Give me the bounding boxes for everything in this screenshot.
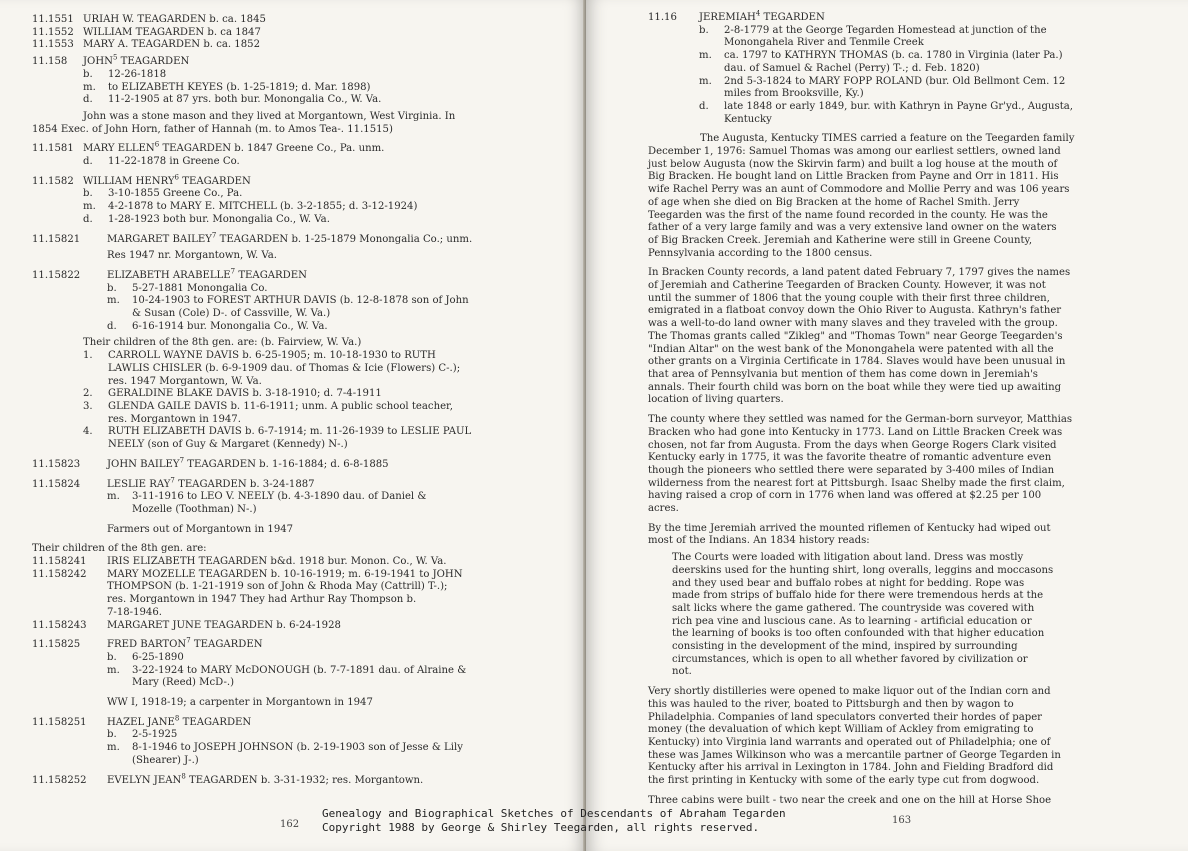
paragraph-line: made from strips of buffalo hide for there were tremendous herds at the xyxy=(672,590,1044,602)
paragraph-line: was a well-to-do land owner with many slaves and they traveled with the group. xyxy=(648,318,1058,330)
paragraph-line: salt licks where the game gathered. The countryside was covered with xyxy=(672,602,1035,614)
entry-text: TEAGARDEN b. 3-31-1932; res. Morgantown. xyxy=(185,774,424,786)
paragraph-line: until the summer of 1806 that the young couple with their first three children, xyxy=(648,292,1050,304)
children-list xyxy=(32,350,560,452)
died-line: late 1848 or early 1849, bur. with Kathryn in Payne Gr'yd., Augusta, xyxy=(724,100,1073,112)
generation-sup: 5 xyxy=(112,53,118,62)
label-born: b. xyxy=(107,729,117,741)
paragraph-line: and they used bear and buffalo robes at night for bedding. Rope was xyxy=(672,577,1025,589)
label-married: m. xyxy=(107,664,120,676)
paragraph-line: of age when she died on Big Bracken at the home of Rachel Smith. Jerry xyxy=(648,196,1020,208)
child-text xyxy=(108,426,560,451)
entry-text: TEAGARDEN xyxy=(117,56,190,68)
generation-sup: 6 xyxy=(154,140,160,149)
generation-sup: 6 xyxy=(174,173,180,182)
paragraph-line: December 1, 1976: Samuel Thomas was among our earliest settlers, owned land xyxy=(648,146,1061,158)
page-number: 163 xyxy=(892,815,912,826)
paragraph xyxy=(648,795,1162,808)
married-text: 4-2-1878 to MARY E. MITCHELL (b. 3-2-1855; d. 3-12-1924) xyxy=(108,201,418,213)
entry-text: TEAGARDEN xyxy=(235,269,307,281)
born-text: 5-27-1881 Monongalia Co. xyxy=(132,282,268,294)
page-number: 162 xyxy=(280,819,300,830)
paragraph-line: rich pea vine and luscious cane. As to learning - artificial education or xyxy=(672,615,1032,627)
married-line: (Shearer) J-.) xyxy=(132,754,199,766)
married-line: 3-11-1916 to LEO V. NEELY (b. 4-3-1890 dau. of Daniel & xyxy=(132,491,427,503)
child-line: CARROLL WAYNE DAVIS b. 6-25-1905; m. 10-18-1930 to RUTH xyxy=(108,350,436,362)
child-item xyxy=(83,426,560,451)
married-text xyxy=(724,76,1162,101)
entry-text: TEGARDEN xyxy=(760,12,825,23)
married-line: miles from Brooksville, Ky.) xyxy=(724,88,864,100)
children-list xyxy=(32,556,560,632)
child-line: 7-18-1946. xyxy=(107,606,162,618)
paragraph-line: annals. Their fourth child was born on the boat while they were tied up awaiting xyxy=(648,381,1062,393)
label-died: d. xyxy=(83,156,93,168)
paragraph-line: Teegarden was the first of the name found recorded in the county. He was the xyxy=(648,209,1048,221)
child-entry xyxy=(32,556,560,569)
generation-sup: 7 xyxy=(230,267,236,276)
person-name: EVELYN JEAN xyxy=(107,774,182,786)
entry-number: 11.158243 xyxy=(32,619,87,631)
entry-number: 11.158241 xyxy=(32,556,87,568)
entry-fred-barton xyxy=(32,636,560,652)
married-text xyxy=(724,50,1162,75)
married-line: Mary (Reed) McD-.) xyxy=(132,677,235,689)
entry-details xyxy=(32,69,560,107)
child-text xyxy=(108,388,560,401)
entry-number: 11.16 xyxy=(648,12,677,23)
child-text xyxy=(108,401,560,426)
married-text xyxy=(132,295,560,320)
paragraph-line: Kentucky) into Virginia land warrants and operated out of Philadelphia; one of xyxy=(648,736,1051,748)
label-born: b. xyxy=(107,651,117,663)
footer-copyright-line: Copyright 1988 by George & Shirley Teegarden, all rights reserved. xyxy=(322,821,760,834)
married-line: & Susan (Cole) D-. of Cassville, W. Va.) xyxy=(132,308,331,320)
entry-hazel-jane xyxy=(32,714,560,730)
label-born: b. xyxy=(83,68,93,80)
child-text xyxy=(108,350,560,388)
footer-copyright xyxy=(322,807,786,835)
paragraph-line: The Augusta, Kentucky TIMES carried a feature on the Teegarden family xyxy=(700,133,1075,145)
paragraph-line: the first printing in Kentucky with some of the early type cut from dogwood. xyxy=(648,775,1040,787)
paragraph-line: deerskins used for the hunting shirt, long overalls, leggins and moccasons xyxy=(672,564,1054,576)
entry-number: 11.15824 xyxy=(32,478,81,490)
paragraph xyxy=(648,523,1162,548)
entry-text: URIAH W. TEAGARDEN b. ca. 1845 xyxy=(83,14,266,25)
entry-row xyxy=(32,14,560,27)
entry-margaret-bailey xyxy=(32,231,560,247)
label-born: b. xyxy=(83,188,93,200)
entry-elizabeth-arabelle xyxy=(32,267,560,283)
left-page-text xyxy=(32,14,560,787)
label-died: d. xyxy=(83,94,93,106)
label-married: m. xyxy=(83,201,96,213)
paragraph-line: The Courts were loaded with litigation about land. Dress was mostly xyxy=(672,552,1024,564)
label-married: m. xyxy=(107,295,120,307)
entry-text: TEAGARDEN xyxy=(179,175,251,187)
paragraph-line: acres. xyxy=(648,503,679,515)
paragraph-line: By the time Jeremiah arrived the mounted riflemen of Kentucky had wiped out xyxy=(648,522,1051,534)
paragraph-line: Pennsylvania according to the 1800 census. xyxy=(648,247,873,259)
entry-number: 11.158251 xyxy=(32,716,87,728)
generation-sup: 4 xyxy=(755,9,761,18)
paragraph-line: these was James Wilkinson who was a mercantile partner of George Tegarden in xyxy=(648,749,1061,761)
person-name: HAZEL JANE xyxy=(107,716,175,728)
married-text xyxy=(132,665,560,690)
person-name: LESLIE RAY xyxy=(107,478,171,490)
entry-text: WILLIAM TEAGARDEN b. ca 1847 xyxy=(83,26,261,38)
paragraph-line: just below Augusta (now the Skirvin farm) and built a log house at the mouth of xyxy=(648,158,1058,170)
person-name: WILLIAM HENRY xyxy=(83,175,175,187)
born-text: 6-25-1890 xyxy=(132,651,184,663)
died-line: Kentucky xyxy=(724,113,772,125)
entry-number: 11.1551 xyxy=(32,14,74,25)
paragraph xyxy=(648,414,1162,516)
died-text: 1-28-1923 both bur. Monongalia Co., W. Va. xyxy=(108,213,330,225)
generation-sup: 7 xyxy=(179,456,185,465)
child-line: THOMPSON (b. 1-21-1919 son of John & Rhoda May (Cattrill) T-.); xyxy=(107,581,448,593)
child-line: MARY MOZELLE TEAGARDEN b. 10-16-1919; m. 6-19-1941 to JOHN xyxy=(107,568,463,580)
label-married: m. xyxy=(699,50,712,62)
paragraph-line: Kentucky after his arrival in Lexington in 1784. John and Fielding Bradford did xyxy=(648,762,1054,774)
child-number: 4. xyxy=(83,426,93,438)
children-intro: Their children of the 8th gen. are: (b. Fairview, W. Va.) xyxy=(83,337,362,349)
paragraph-line: this was hauled to the river, boated to Pittsburgh and then by wagon to xyxy=(648,698,1014,710)
generation-sup: 7 xyxy=(170,476,175,485)
died-text xyxy=(724,101,1162,126)
label-died: d. xyxy=(699,100,709,112)
entry-text: TEAGARDEN b. 3-24-1887 xyxy=(174,478,315,490)
entry-john xyxy=(32,53,560,69)
married-line: 8-1-1946 to JOSEPH JOHNSON (b. 2-19-1903 son of Jesse & Lily xyxy=(132,742,463,754)
block-quote xyxy=(648,552,1162,679)
entry-text: TEAGARDEN xyxy=(190,639,263,651)
child-item xyxy=(83,401,560,426)
paragraph-line: of Big Bracken Creek. Jeremiah and Katherine were still in Greene County, xyxy=(648,234,1033,246)
paragraph-line: The Thomas grants called "Zikleg" and "Thomas Town" near George Teegarden's xyxy=(648,330,1063,342)
married-line: 3-22-1924 to MARY McDONOUGH (b. 7-7-1891 dau. of Alraine & xyxy=(132,664,467,676)
paragraph-line: Big Bracken. He bought land on Little Bracken from Payne and Orr in 1811. His xyxy=(648,171,1059,183)
child-line: res. Morgantown in 1947. xyxy=(108,413,241,425)
born-line: Monongahela River and Tenmile Creek xyxy=(724,37,924,49)
paragraph-line: Bracken who had gone into Kentucky in 1773. Land on Little Bracken Creek was xyxy=(648,426,1063,438)
right-page-text xyxy=(648,9,1162,807)
married-text: to ELIZABETH KEYES (b. 1-25-1819; d. Mar. 1898) xyxy=(108,81,371,93)
paragraph-line: father of a very large family and was a very extensive land owner on the waters xyxy=(648,222,1057,234)
paragraph-line: consisting in the development of the mind, inspired by surrounding xyxy=(672,641,1018,653)
paragraph xyxy=(648,686,1162,788)
person-name: JEREMIAH xyxy=(699,12,756,23)
person-name: MARY ELLEN xyxy=(83,143,155,155)
label-born: b. xyxy=(107,282,117,294)
paragraph-line: chosen, not far from Augusta. From the days when George Rogers Clark visited xyxy=(648,439,1057,451)
note-text: WW I, 1918-19; a carpenter in Morgantown in 1947 xyxy=(107,697,373,709)
entry-number: 11.158 xyxy=(32,56,68,68)
paragraph-line: most of the Indians. An 1834 history reads: xyxy=(648,535,870,547)
person-name: JOHN xyxy=(83,56,113,68)
entry-text: TEAGARDEN b. 1847 Greene Co., Pa. unm. xyxy=(159,143,385,155)
person-name: MARGARET BAILEY xyxy=(107,233,212,245)
entry-jeremiah xyxy=(648,9,1162,25)
paragraph-line: though the pioneers who settled there were separated by 3-400 miles of Indian xyxy=(648,464,1055,476)
child-item xyxy=(83,388,560,401)
paragraph-line: The county where they settled was named for the German-born surveyor, Matthias xyxy=(648,414,1073,426)
child-text xyxy=(107,556,560,569)
died-text: 11-2-1905 at 87 yrs. both bur. Monongalia Co., W. Va. xyxy=(108,94,382,106)
born-text: 3-10-1855 Greene Co., Pa. xyxy=(108,188,243,200)
paragraph-line: having raised a crop of corn in 1776 when land was offered at $2.25 per 100 xyxy=(648,490,1042,502)
generation-sup: 8 xyxy=(174,714,180,723)
entry-number: 11.15823 xyxy=(32,458,81,470)
label-died: d. xyxy=(83,213,93,225)
child-line: LAWLIS CHISLER (b. 6-9-1909 dau. of Thomas & Icie (Flowers) C-.); xyxy=(108,362,461,374)
person-name: ELIZABETH ARABELLE xyxy=(107,269,231,281)
generation-sup: 7 xyxy=(211,231,217,240)
label-married: m. xyxy=(107,742,120,754)
child-line: IRIS ELIZABETH TEAGARDEN b&d. 1918 bur. Monon. Co., W. Va. xyxy=(107,556,447,568)
born-line: 2-8-1779 at the George Tegarden Homestead at junction of the xyxy=(724,24,1047,36)
person-name: FRED BARTON xyxy=(107,639,187,651)
note-text: Farmers out of Morgantown in 1947 xyxy=(107,523,294,535)
child-number: 1. xyxy=(83,350,93,362)
married-line: ca. 1797 to KATHRYN THOMAS (b. ca. 1780 in Virginia (later Pa.) xyxy=(724,50,1063,62)
label-married: m. xyxy=(699,75,712,87)
paragraph-line: "Indian Altar" on the west bank of the Monongahela were patented with all the xyxy=(648,343,1054,355)
child-text xyxy=(107,569,560,620)
married-text xyxy=(132,491,560,516)
child-line: res. 1947 Morgantown, W. Va. xyxy=(108,375,262,387)
paragraph-line: the learning of books is too often confounded with that higher education xyxy=(672,628,1045,640)
paragraph-line: other grants on a Virginia Certificate in 1784. Slaves would have been unusual in xyxy=(648,356,1066,368)
paragraph-line: In Bracken County records, a land patent dated February 7, 1797 gives the names xyxy=(648,267,1071,279)
label-married: m. xyxy=(107,491,120,503)
child-line: GLENDA GAILE DAVIS b. 11-6-1911; unm. A public school teacher, xyxy=(108,400,453,412)
paragraph-line: location of living quarters. xyxy=(648,394,784,406)
entry-john-bailey xyxy=(32,456,560,472)
paragraph-line: Philadelphia. Companies of land speculators converted their hordes of paper xyxy=(648,711,1043,723)
paragraph xyxy=(648,133,1162,260)
right-page xyxy=(586,0,1188,851)
entry-text: TEAGARDEN xyxy=(179,716,252,728)
label-born: b. xyxy=(699,24,709,36)
note-text: John was a stone mason and they lived at Morgantown, West Virginia. In xyxy=(83,110,456,122)
entry-evelyn-jean xyxy=(32,772,560,788)
label-died: d. xyxy=(107,320,117,332)
generation-sup: 8 xyxy=(181,772,186,781)
married-line: 2nd 5-3-1824 to MARY FOPP ROLAND (bur. Old Bellmont Cem. 12 xyxy=(724,75,1066,87)
paragraph-line: Very shortly distilleries were opened to make liquor out of the Indian corn and xyxy=(648,686,1051,698)
married-line: 10-24-1903 to FOREST ARTHUR DAVIS (b. 12-8-1878 son of John xyxy=(132,295,469,307)
paragraph-line: circumstances, which is open to all whether favored by civilization or xyxy=(672,653,1028,665)
paragraph-line: that area of Pennsylvania but mention of them has come down in Jeremiah's xyxy=(648,368,1038,380)
child-number: 3. xyxy=(83,400,93,412)
entry-number: 11.158242 xyxy=(32,568,87,580)
entry-text: MARY A. TEAGARDEN b. ca. 1852 xyxy=(83,39,260,51)
died-text: 6-16-1914 bur. Monongalia Co., W. Va. xyxy=(132,320,328,332)
entry-number: 11.1552 xyxy=(32,26,74,38)
child-line: res. Morgantown in 1947 They had Arthur Ray Thompson b. xyxy=(107,594,417,606)
entry-text: TEAGARDEN b. 1-16-1884; d. 6-8-1885 xyxy=(184,458,389,470)
child-item xyxy=(83,350,560,388)
paragraph-line: wilderness from the nearest fort at Pittsburgh. Isaac Shelby made the first claim, xyxy=(648,477,1065,489)
married-text xyxy=(132,742,560,767)
married-line: dau. of Samuel & Rachel (Perry) T-.; d. Feb. 1820) xyxy=(724,62,980,74)
child-line: GERALDINE BLAKE DAVIS b. 3-18-1910; d. 7-4-1911 xyxy=(108,388,382,400)
children-intro: Their children of the 8th gen. are: xyxy=(32,543,207,555)
entry-row xyxy=(32,39,560,52)
entry-leslie-ray xyxy=(32,476,560,492)
child-text xyxy=(107,620,560,633)
paragraph-line: not. xyxy=(672,666,692,678)
child-line: MARGARET JUNE TEAGARDEN b. 6-24-1928 xyxy=(107,619,341,631)
generation-sup: 7 xyxy=(186,636,191,645)
footer-title: Genealogy and Biographical Sketches of Descendants of Abraham Tegarden xyxy=(322,807,786,820)
paragraph-line: wife Rachel Perry was an aunt of Commodore and Mollie Perry and was 106 years xyxy=(648,184,1070,196)
paragraph xyxy=(648,267,1162,407)
child-number: 2. xyxy=(83,388,93,400)
entry-number: 11.15821 xyxy=(32,233,81,245)
paragraph-line: Kentucky early in 1775, it was the favorite theatre of romantic adventure even xyxy=(648,452,1052,464)
entry-number: 11.1553 xyxy=(32,39,74,51)
paragraph-line: Three cabins were built - two near the creek and one on the hill at Horse Shoe xyxy=(648,794,1052,806)
left-page xyxy=(0,0,586,851)
entry-row xyxy=(32,27,560,40)
entry-number: 11.1581 xyxy=(32,143,74,155)
born-text: 2-5-1925 xyxy=(132,729,178,741)
entry-number: 11.1582 xyxy=(32,175,74,187)
entry-william-henry xyxy=(32,173,560,189)
note-text: 1854 Exec. of John Horn, father of Hannah (m. to Amos Tea-. 11.1515) xyxy=(32,123,393,135)
person-name: JOHN BAILEY xyxy=(107,458,180,470)
entry-number: 11.15822 xyxy=(32,269,81,281)
entry-number: 11.15825 xyxy=(32,639,81,651)
entry-mary-ellen xyxy=(32,140,560,156)
paragraph-line: money (the devaluation of which kept William of Ackley from emigrating to xyxy=(648,724,1034,736)
paragraph-line: emigrated in a flatboat convoy down the Ohio River to Augusta. Kathryn's father xyxy=(648,305,1062,317)
entry-text: TEAGARDEN b. 1-25-1879 Monongalia Co.; unm. xyxy=(216,233,473,245)
died-text: 11-22-1878 in Greene Co. xyxy=(108,156,240,168)
paragraph-line: of Jeremiah and Catherine Teegarden of Bracken County. However, it was not xyxy=(648,280,1046,292)
born-text: 12-26-1818 xyxy=(108,68,167,80)
entry-number: 11.158252 xyxy=(32,774,87,786)
born-text xyxy=(724,25,1162,50)
note-text: Res 1947 nr. Morgantown, W. Va. xyxy=(107,250,278,262)
child-entry xyxy=(32,620,560,633)
child-line: NEELY (son of Guy & Margaret (Kennedy) N-.) xyxy=(108,439,348,451)
child-entry xyxy=(32,569,560,620)
child-line: RUTH ELIZABETH DAVIS b. 6-7-1914; m. 11-26-1939 to LESLIE PAUL xyxy=(108,426,472,438)
label-married: m. xyxy=(83,81,96,93)
married-line: Mozelle (Toothman) N-.) xyxy=(132,503,257,515)
